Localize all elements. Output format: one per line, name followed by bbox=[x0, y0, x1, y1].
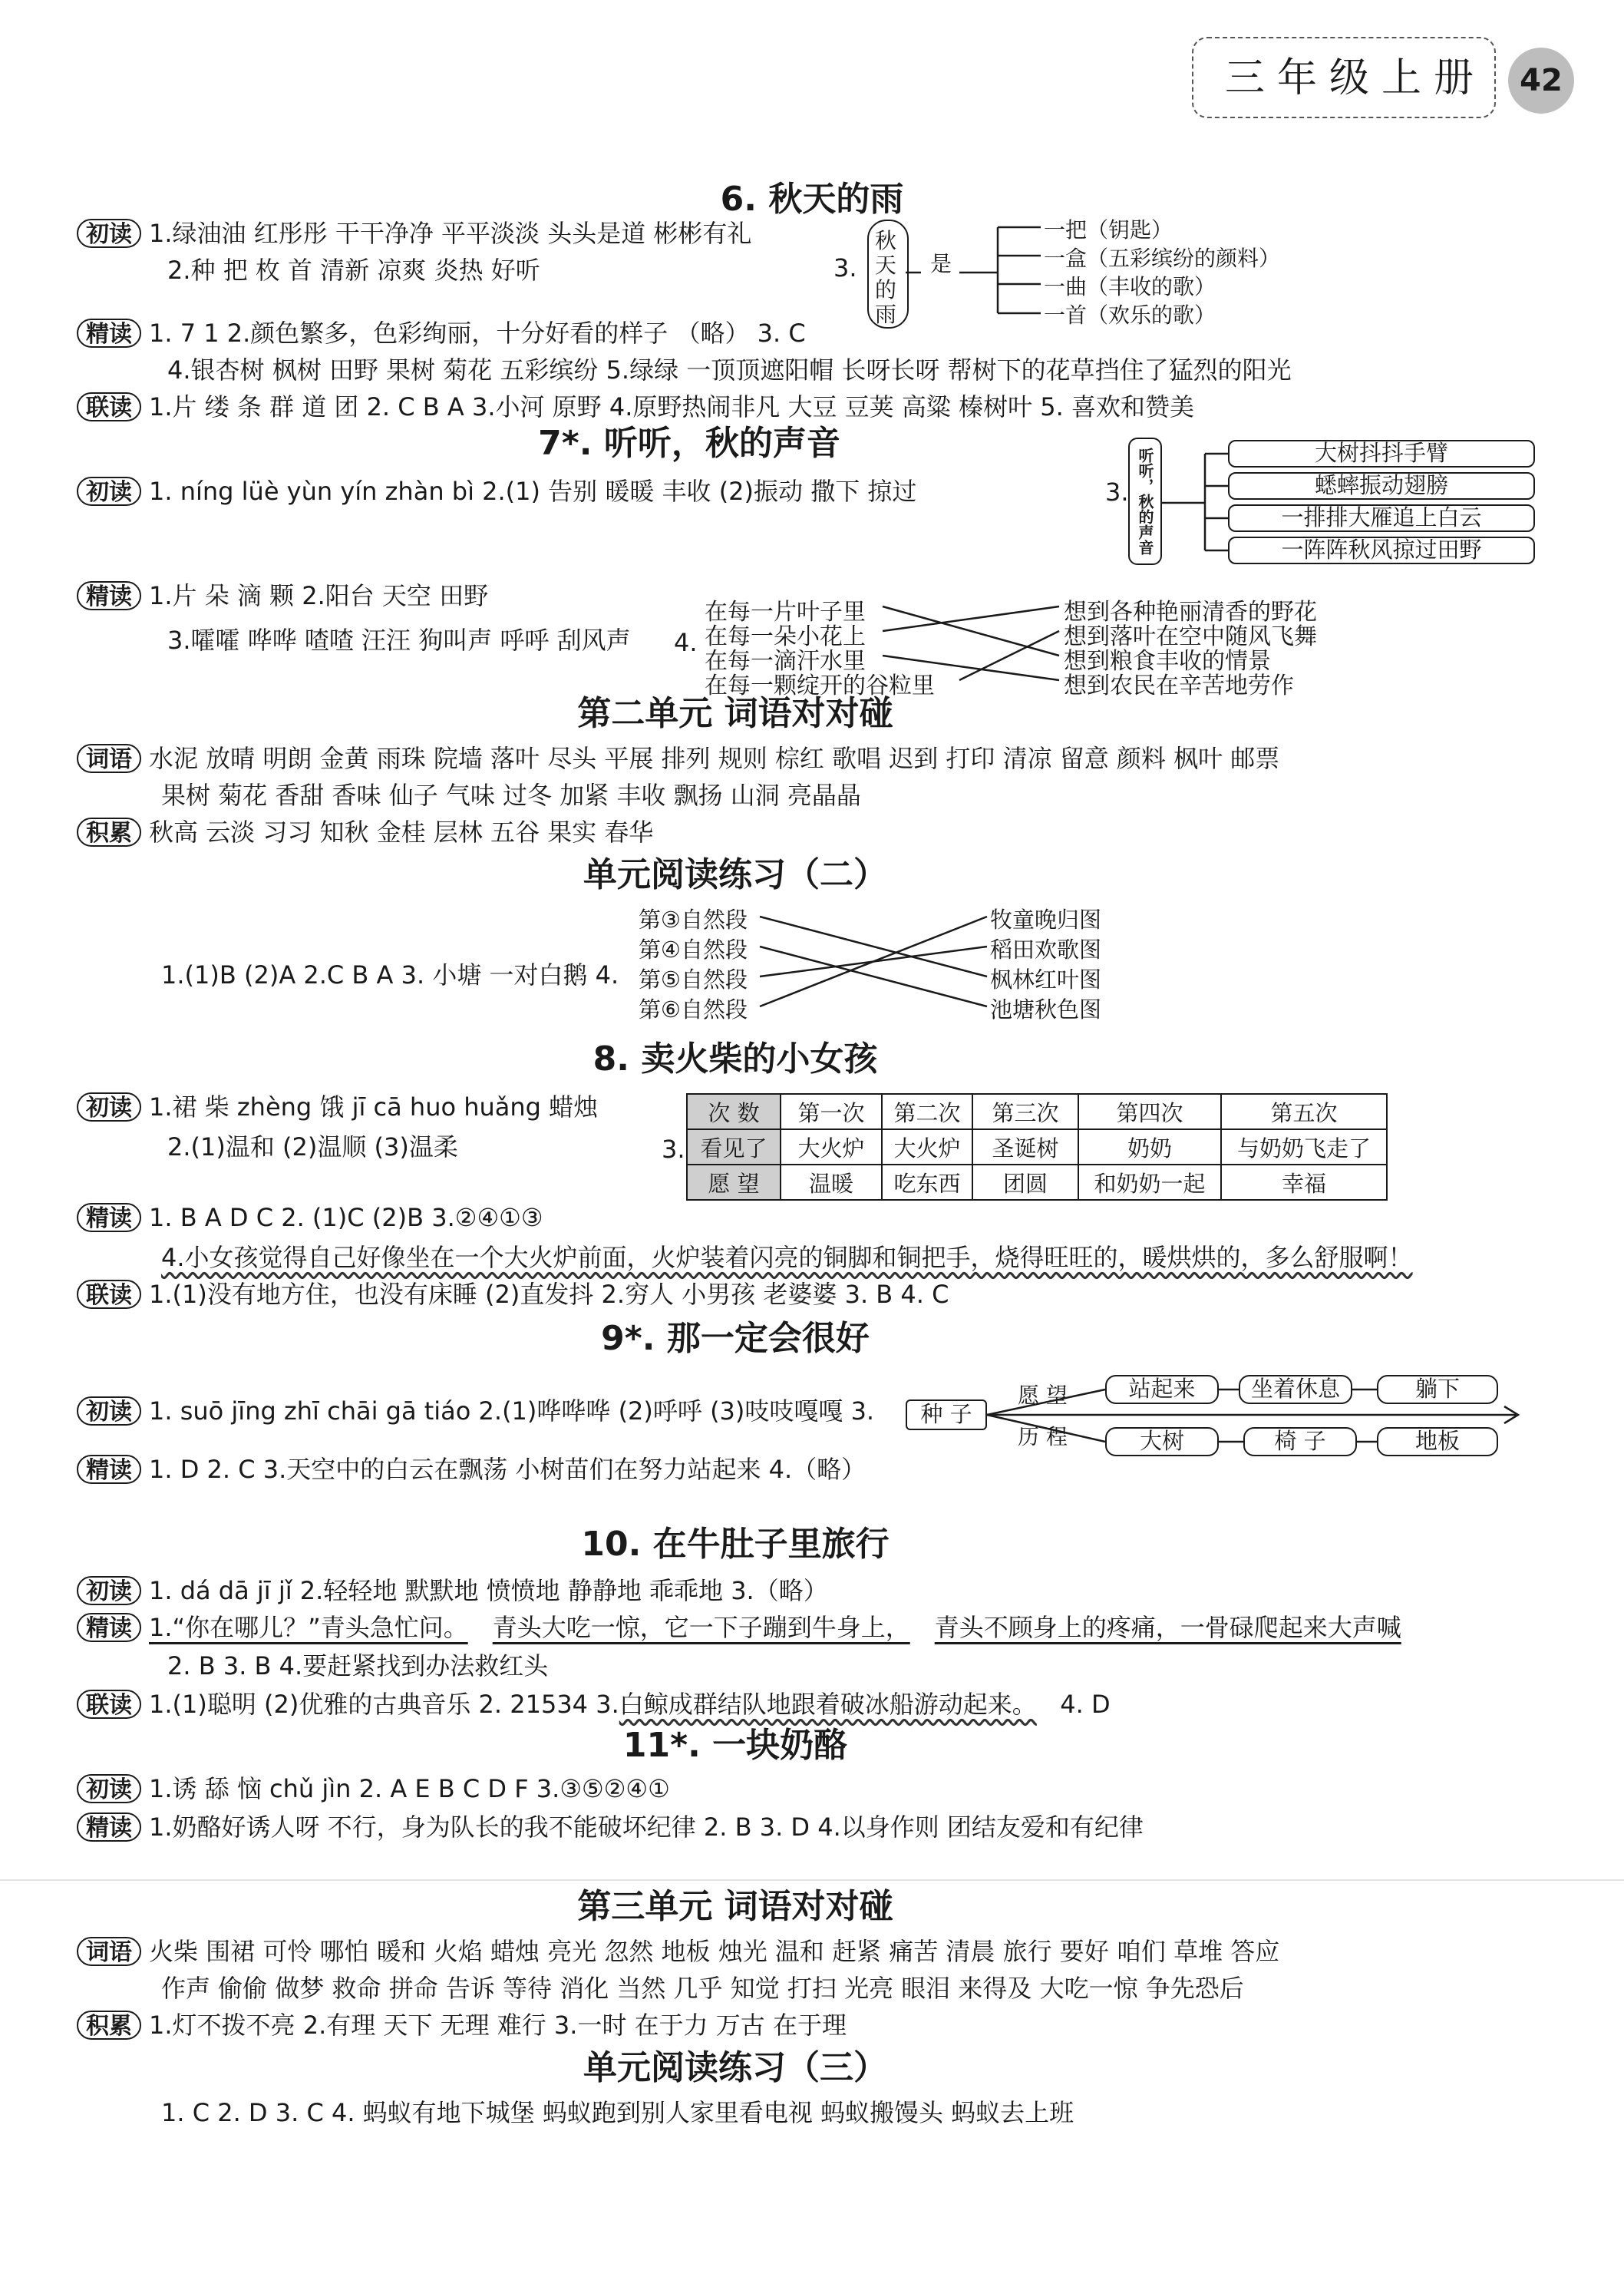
r2-match-line bbox=[760, 917, 987, 976]
r2-right-item: 稻田欢歌图 bbox=[990, 937, 1102, 963]
s9-jing-text1: 1. D 2. C 3.天空中的白云在飘荡 小树苗们在努力站起来 4.（略） bbox=[149, 1455, 866, 1484]
s10-lian-tag: 联读 bbox=[77, 1690, 141, 1719]
s9-connector-line bbox=[987, 1390, 1105, 1415]
s6-diagram-center-char: 天 bbox=[875, 253, 897, 278]
u3-ci-text1: 火柴 围裙 可怜 哪怕 暖和 火焰 蜡烛 亮光 忽然 地板 烛光 温和 赶紧 痛苦 清晨 旅行 要好 咱们 草堆 答应 bbox=[149, 1937, 1280, 1966]
s11-jing-text1: 1.奶酪好诱人呀 不行，身为队长的我不能破坏纪律 2. B 3. D 4.以身作则 团结友爱和有纪律 bbox=[149, 1813, 1144, 1842]
table-cell: 第四次 bbox=[1078, 1094, 1221, 1129]
s7-title: 7*. 听听，秋的声音 bbox=[538, 424, 840, 463]
s10-lian-text1b: 白鲸成群结队地跟着破冰船游动起来。 bbox=[619, 1690, 1037, 1719]
s6-chu-text1: 1.绿油油 红彤彤 干干净净 平平淡淡 头头是道 彬彬有礼 bbox=[149, 219, 752, 248]
s9-jing-tag: 精读 bbox=[77, 1455, 141, 1484]
s9-chu-text1: 1. suō jīng zhī chāi gā tiáo 2.(1)哗哗哗 (2)呼呼 (3)吱吱嘎嘎 3. bbox=[149, 1396, 875, 1426]
table-cell: 第三次 bbox=[972, 1094, 1078, 1129]
s6-lian-text1: 1.片 缕 条 群 道 团 2. C B A 3.小河 原野 4.原野热闹非凡 大豆 豆荚 高粱 榛树叶 5. 喜欢和赞美 bbox=[149, 392, 1194, 421]
s9-wish-label: 愿 望 bbox=[1018, 1383, 1068, 1408]
u2-ci-tag: 词语 bbox=[77, 744, 141, 773]
r2-right-item: 牧童晚归图 bbox=[990, 907, 1102, 933]
table-cell: 奶奶 bbox=[1078, 1129, 1221, 1165]
s6-chu-text2: 2.种 把 枚 首 清新 凉爽 炎热 好听 bbox=[167, 256, 540, 285]
s7-match-left: 在每一朵小花上 bbox=[705, 623, 866, 650]
s7-diagram-item: 一阵阵秋风掠过田野 bbox=[1228, 537, 1535, 564]
u3-ji-tag: 积累 bbox=[77, 2011, 141, 2040]
r2-left-item: 第③自然段 bbox=[639, 907, 748, 933]
s7-chu-text1: 1. níng lüè yùn yín zhàn bì 2.(1) 告别 暖暖 丰收 (2)振动 撒下 掠过 bbox=[149, 477, 917, 506]
s7-match-left: 在每一片叶子里 bbox=[705, 599, 866, 626]
s9-process-label: 历 程 bbox=[1018, 1424, 1068, 1449]
table-cell: 看见了 bbox=[687, 1129, 781, 1165]
s6-title: 6. 秋天的雨 bbox=[720, 180, 904, 219]
table-cell: 圣诞树 bbox=[972, 1129, 1078, 1165]
s7-match-right: 想到农民在辛苦地劳作 bbox=[1064, 672, 1294, 699]
s10-jing-text1c: 青头不顾身上的疼痛，一骨碌爬起来大声喊 bbox=[934, 1613, 1401, 1642]
s7-match-left: 在每一颗绽开的谷粒里 bbox=[705, 672, 935, 699]
s7-match-left: 在每一滴汗水里 bbox=[705, 648, 866, 675]
s6-lian-tag: 联读 bbox=[77, 392, 141, 421]
u3-ci-tag: 词语 bbox=[77, 1937, 141, 1966]
s6-diagram-center-char: 雨 bbox=[875, 302, 897, 327]
r2-right-item: 枫林红叶图 bbox=[990, 967, 1102, 993]
s9-process-item: 地板 bbox=[1377, 1427, 1498, 1456]
s7-match-line bbox=[883, 606, 1059, 656]
s6-diagram-item: 一首（欢乐的歌） bbox=[1044, 302, 1216, 328]
s6-diagram-item: 一曲（丰收的歌） bbox=[1044, 274, 1216, 299]
s7-diagram-center: 听听，秋的声音 bbox=[1128, 438, 1162, 565]
s10-jing-tag: 精读 bbox=[77, 1613, 141, 1642]
s10-jing-text2: 2. B 3. B 4.要赶紧找到办法救红头 bbox=[167, 1651, 549, 1680]
s6-jing-text2: 4.银杏树 枫树 田野 果树 菊花 五彩缤纷 5.绿绿 一顶顶遮阳帽 长呀长呀 帮树下的花草挡住了猛烈的阳光 bbox=[167, 355, 1292, 385]
s9-chu-tag: 初读 bbox=[77, 1396, 141, 1426]
s9-process-item: 大树 bbox=[1105, 1427, 1219, 1456]
r2-title: 单元阅读练习（二） bbox=[583, 855, 887, 894]
r2-match-line bbox=[760, 947, 987, 1006]
u2-ji-text1: 秋高 云淡 习习 知秋 金桂 层林 五谷 果实 春华 bbox=[149, 818, 654, 847]
s10-chu-tag: 初读 bbox=[77, 1576, 141, 1605]
s7-match-right: 想到落叶在空中随风飞舞 bbox=[1064, 623, 1317, 650]
s10-chu-text1: 1. dá dā jī jǐ 2.轻轻地 默默地 愤愤地 静静地 乖乖地 3.（略） bbox=[149, 1576, 828, 1605]
s6-chu-tag: 初读 bbox=[77, 219, 141, 248]
s8-q3-label: 3. bbox=[662, 1135, 685, 1164]
s7-match-right: 想到粮食丰收的情景 bbox=[1064, 648, 1271, 675]
u2-ji-tag: 积累 bbox=[77, 818, 141, 847]
r3-title: 单元阅读练习（三） bbox=[583, 2048, 887, 2087]
r2-left-item: 第⑥自然段 bbox=[639, 996, 748, 1023]
table-cell: 与奶奶飞走了 bbox=[1221, 1129, 1387, 1165]
table-cell: 第五次 bbox=[1221, 1094, 1387, 1129]
s8-chu-tag: 初读 bbox=[77, 1092, 141, 1122]
s8-jing-text2: 4.小女孩觉得自己好像坐在一个大火炉前面，火炉装着闪亮的铜脚和铜把手，烧得旺旺的，暖烘烘的，多么舒服啊！ bbox=[161, 1243, 1413, 1272]
s10-lian-text1c: 4. D bbox=[1036, 1690, 1111, 1719]
s6-diagram-item: 一把（钥匙） bbox=[1044, 217, 1173, 243]
u3-ci-text2: 作声 偷偷 做梦 救命 拼命 告诉 等待 消化 当然 几乎 知觉 打扫 光亮 眼泪 来得及 大吃一惊 争先恐后 bbox=[161, 1974, 1244, 2003]
u3-title: 第三单元 词语对对碰 bbox=[577, 1887, 893, 1926]
s10-jing-text1b: 青头大吃一惊，它一下子蹦到牛身上， bbox=[492, 1613, 910, 1642]
table-cell: 第二次 bbox=[882, 1094, 972, 1129]
s7-q3-label: 3. bbox=[1105, 477, 1129, 507]
s9-title: 9*. 那一定会很好 bbox=[601, 1319, 870, 1358]
table-cell: 愿 望 bbox=[687, 1165, 781, 1200]
table-cell: 吃东西 bbox=[882, 1165, 972, 1200]
table-cell: 次 数 bbox=[687, 1094, 781, 1129]
s6-q3-label: 3. bbox=[833, 253, 857, 283]
s6-diagram-item: 一盒（五彩缤纷的颜料） bbox=[1044, 246, 1281, 271]
s8-chu-text1: 1.裙 柴 zhèng 饿 jī cā huo huǎng 蜡烛 bbox=[149, 1092, 599, 1122]
s11-chu-tag: 初读 bbox=[77, 1774, 141, 1803]
r2-right-item: 池塘秋色图 bbox=[990, 996, 1102, 1023]
s7-diagram-item: 一排排大雁追上白云 bbox=[1228, 504, 1535, 532]
table-cell: 大火炉 bbox=[882, 1129, 972, 1165]
s7-jing-text1: 1.片 朵 滴 颗 2.阳台 天空 田野 bbox=[149, 581, 489, 610]
s7-diagram-item: 蟋蟀振动翅膀 bbox=[1228, 472, 1535, 500]
s6-diagram-center-char: 秋 bbox=[875, 228, 897, 253]
s11-chu-text1: 1.诱 舔 恼 chǔ jìn 2. A E B C D F 3.③⑤②④① bbox=[149, 1774, 670, 1803]
s7-jing-text2: 3.嚯嚯 哗哗 喳喳 汪汪 狗叫声 呼呼 刮风声 bbox=[167, 626, 631, 655]
s7-chu-tag: 初读 bbox=[77, 477, 141, 506]
table-cell: 第一次 bbox=[781, 1094, 882, 1129]
s8-jing-tag: 精读 bbox=[77, 1203, 141, 1232]
grade-label: 三年级上册 bbox=[1225, 55, 1487, 101]
r2-match-line bbox=[760, 917, 987, 1006]
s9-process-item: 椅 子 bbox=[1243, 1427, 1357, 1456]
s9-wish-item: 站起来 bbox=[1105, 1375, 1219, 1404]
s7-jing-tag: 精读 bbox=[77, 581, 141, 610]
s7-q4-label: 4. bbox=[674, 628, 698, 657]
s7-diagram-item: 大树抖抖手臂 bbox=[1228, 440, 1535, 468]
s8-jing-text1: 1. B A D C 2. (1)C (2)B 3.②④①③ bbox=[149, 1203, 543, 1232]
s7-match-line bbox=[883, 656, 1059, 680]
s8-lian-tag: 联读 bbox=[77, 1280, 141, 1309]
table-cell: 幸福 bbox=[1221, 1165, 1387, 1200]
s10-title: 10. 在牛肚子里旅行 bbox=[581, 1525, 890, 1564]
s6-diagram-is: 是 bbox=[930, 251, 952, 276]
s9-wish-item: 坐着休息 bbox=[1239, 1375, 1352, 1404]
u2-title: 第二单元 词语对对碰 bbox=[577, 694, 893, 733]
s11-jing-tag: 精读 bbox=[77, 1813, 141, 1842]
s6-jing-tag: 精读 bbox=[77, 319, 141, 348]
s8-title: 8. 卖火柴的小女孩 bbox=[592, 1039, 878, 1079]
r2-left-item: 第④自然段 bbox=[639, 937, 748, 963]
r2-left-item: 第⑤自然段 bbox=[639, 967, 748, 993]
s7-match-line bbox=[883, 606, 1059, 631]
table-cell: 和奶奶一起 bbox=[1078, 1165, 1221, 1200]
s10-jing-text1a: 1.“你在哪儿？”青头急忙问。 bbox=[149, 1613, 468, 1642]
s6-jing-text1: 1. 7 1 2.颜色繁多，色彩绚丽，十分好看的样子 （略） 3. C bbox=[149, 319, 806, 348]
u2-ci-text2: 果树 菊花 香甜 香味 仙子 气味 过冬 加紧 丰收 飘扬 山洞 亮晶晶 bbox=[161, 781, 861, 810]
s7-match-right: 想到各种艳丽清香的野花 bbox=[1064, 599, 1317, 626]
table-cell: 团圆 bbox=[972, 1165, 1078, 1200]
u2-ci-text1: 水泥 放晴 明朗 金黄 雨珠 院墙 落叶 尽头 平展 排列 规则 棕红 歌唱 迟到 打印 清凉 留意 颜料 枫叶 邮票 bbox=[149, 744, 1280, 773]
s9-seed-box: 种 子 bbox=[906, 1399, 987, 1430]
s9-wish-item: 躺下 bbox=[1377, 1375, 1498, 1404]
s9-connector-line bbox=[987, 1415, 1105, 1442]
s8-chu-text2: 2.(1)温和 (2)温顺 (3)温柔 bbox=[167, 1132, 458, 1162]
s6-diagram-center-char: 的 bbox=[875, 277, 897, 302]
r3-text: 1. C 2. D 3. C 4. 蚂蚁有地下城堡 蚂蚁跑到别人家里看电视 蚂蚁搬馒头 蚂蚁去上班 bbox=[161, 2098, 1074, 2127]
r2-text: 1.(1)B (2)A 2.C B A 3. 小塘 一对白鹅 4. bbox=[161, 960, 619, 990]
s10-lian-text1a: 1.(1)聪明 (2)优雅的古典音乐 2. 21534 3. bbox=[149, 1690, 619, 1719]
table-cell: 大火炉 bbox=[781, 1129, 882, 1165]
s8-lian-text1: 1.(1)没有地方住，也没有床睡 (2)直发抖 2.穷人 小男孩 老婆婆 3. B 4. C bbox=[149, 1280, 949, 1309]
u3-ji-text1: 1.灯不拨不亮 2.有理 天下 无理 难行 3.一时 在于力 万古 在于理 bbox=[149, 2011, 847, 2040]
s11-title: 11*. 一块奶酪 bbox=[622, 1726, 848, 1765]
page-number: 42 bbox=[1508, 48, 1574, 114]
table-cell: 温暖 bbox=[781, 1165, 882, 1200]
